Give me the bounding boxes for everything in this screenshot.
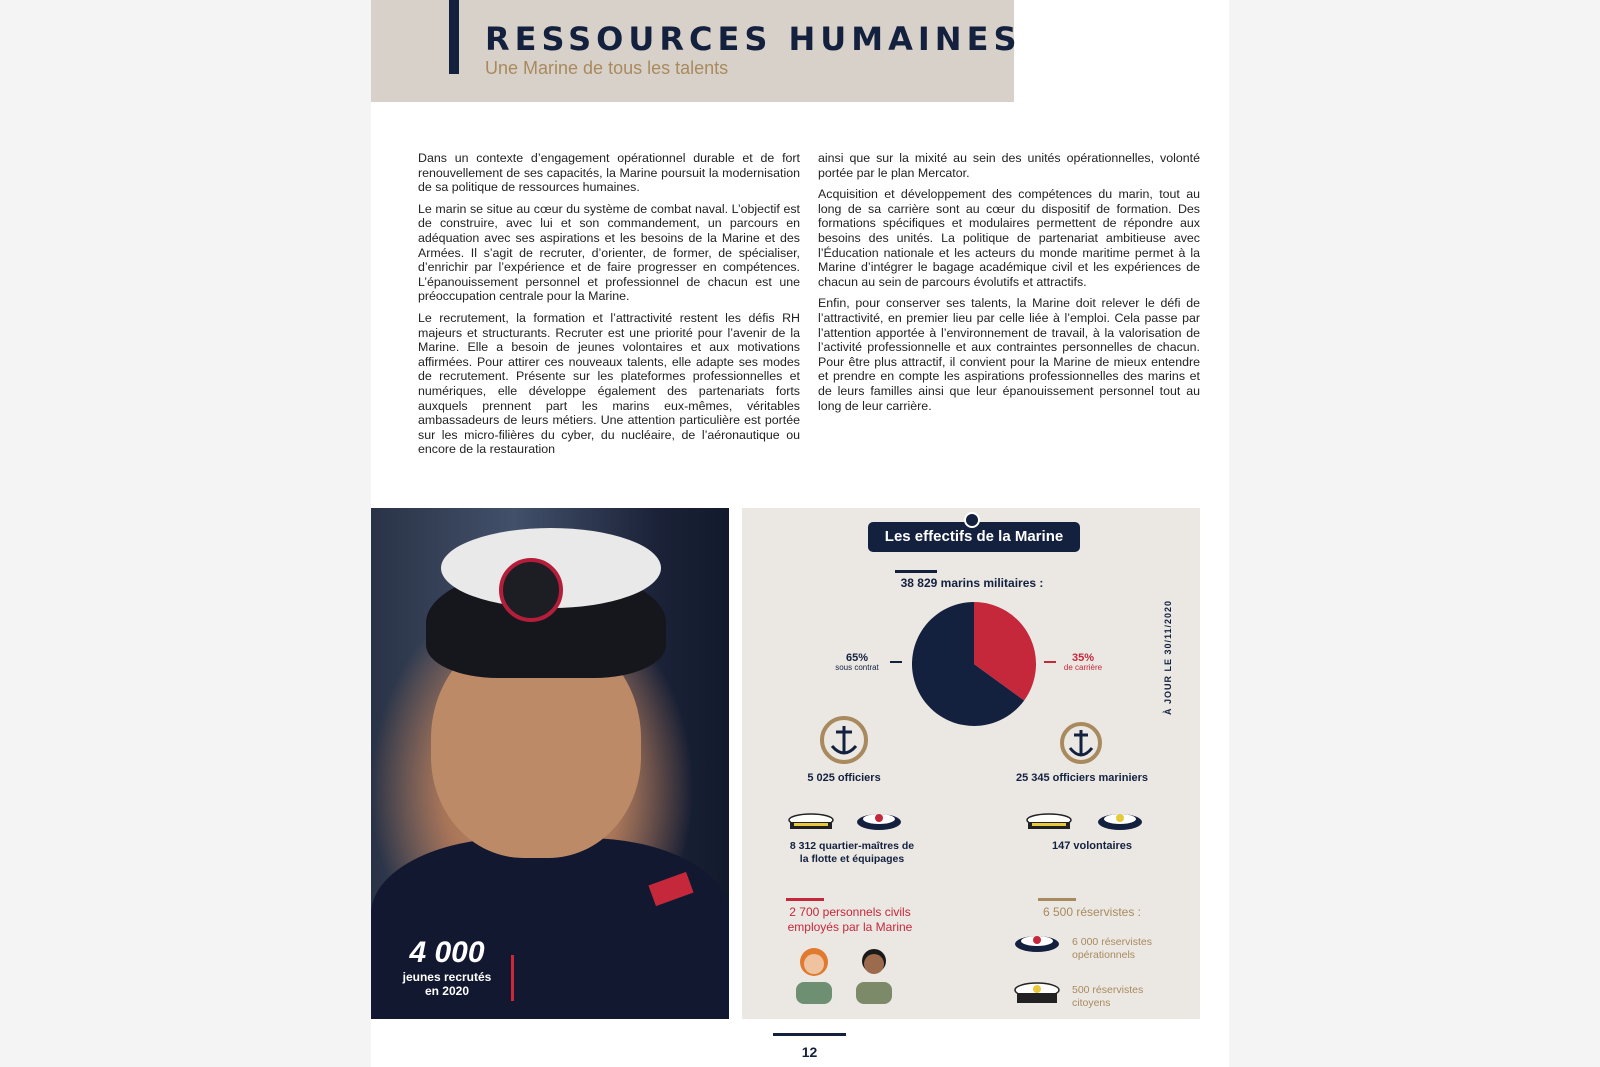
anchor-badge-icon <box>499 558 563 622</box>
recruits-caption-line: en 2020 <box>424 984 470 998</box>
stat-reservistes-cit-line2: citoyens <box>1072 997 1111 1009</box>
stat-officiers: 5 025 officiers <box>807 772 881 784</box>
paragraph: Le marin se situe au cœur du système de combat naval. L’objectif est de construire, avec lui et son commandement, un parcours en adéquation avec ses aspirations et les besoins de la Marine et des Armées. Il s’agit de recruter, d’orienter, de former, de spécialiser, d’enrichir par l’expérience et de faire progresser en compétences. L’épanouissement personnel et professionnel de chacun est une préoccupation centrale pour la Marine. <box>418 201 800 304</box>
recruits-caption <box>371 970 523 998</box>
workforce-infographic <box>742 508 1200 1019</box>
compass-icon <box>964 512 980 528</box>
stat-civils-line1: 2 700 personnels civils <box>789 905 911 919</box>
officer-anchor-wreath-icon <box>816 714 872 768</box>
stat-reservistes-cit-line1: 500 réservistes <box>1072 984 1144 996</box>
header-band <box>371 0 1022 102</box>
red-accent-line <box>511 955 514 1001</box>
stat-reservistes: 6 500 réservistes : <box>1042 905 1142 919</box>
pie-label-left-pct: 65% <box>845 652 869 664</box>
page-title: RESSOURCES HUMAINES <box>485 20 1022 58</box>
navy-cap-icon <box>854 810 904 832</box>
reservist-op-cap-icon <box>1012 932 1062 954</box>
paragraph: Dans un contexte d’engagement opérationnel durable et de fort renouvellement de ses capacités, la Marine poursuit la modernisation de sa politique de ressources humaines. <box>418 151 800 195</box>
stat-officiers-mariniers: 25 345 officiers mariniers <box>1015 772 1149 784</box>
white-cap-icon <box>1024 812 1074 832</box>
stat-quartier-maitres-line2: la flotte et équipages <box>799 853 905 865</box>
divider <box>1038 898 1076 901</box>
paragraph: Acquisition et développement des compétences du marin, tout au long de sa carrière sont au cœur du dispositif de formation. Des formations spécifiques et modulaires permettent de répondre aux besoins des unités. La politique de partenariat ambitieuse avec l’Éducation nationale et les acteurs du monde maritime permet à la Marine d’intégrer le bagage académique civil et les expériences de chacun au sein de parcours évolutifs et attractifs. <box>818 187 1200 289</box>
pie-label-right-pct: 35% <box>1071 652 1095 664</box>
recruits-count: 4 000 <box>409 936 485 969</box>
volunteer-cap-icon <box>1095 810 1145 832</box>
header-accent-bar <box>449 0 459 74</box>
date-note: À JOUR LE 30/11/2020 <box>1163 599 1173 715</box>
paragraph: ainsi que sur la mixité au sein des unités opérationnelles, volonté portée par le plan Mercator. <box>818 151 1200 180</box>
petty-officer-anchor-icon <box>1058 720 1104 766</box>
stat-civils-line2: employés par la Marine <box>787 920 913 934</box>
divider <box>786 898 824 901</box>
divider <box>895 570 937 573</box>
total-label: 38 829 marins militaires : <box>900 576 1044 590</box>
page-subtitle: Une Marine de tous les talents <box>485 58 729 78</box>
paragraph: Le recrutement, la formation et l’attractivité restent les défis RH majeurs et structurants. Recruter est une priorité pour l’avenir de la Marine. Elle a besoin de jeunes volontaires et aux motivations affirmées. Pour attirer ces nouveaux talents, elle adapte ses modes de recrutement. Présente sur les plateformes professionnelles et numériques, elle développe également des partenariats forts auxquels prennent part les marins eux-mêmes, véritables ambassadeurs de leurs métiers. Une attention particulière est portée sur les micro-filières du cyber, du nucléaire, de l’aéronautique ou encore de la restauration <box>418 310 800 457</box>
recruits-caption-line: jeunes recrutés <box>402 970 492 984</box>
civilian-man-icon <box>848 944 900 1004</box>
stat-quartier-maitres-line1: 8 312 quartier-maîtres de <box>789 840 915 852</box>
civilian-woman-icon <box>788 944 840 1004</box>
text-column-right <box>818 151 1200 420</box>
page-number-rule <box>773 1033 846 1036</box>
pie-label-left-text: sous contrat <box>835 663 879 672</box>
stat-reservistes-op-line2: opérationnels <box>1072 949 1136 961</box>
document-page <box>371 0 1229 1067</box>
sailor-photo <box>371 508 729 1019</box>
white-cap-icon <box>786 812 836 832</box>
reservist-cit-cap-icon <box>1012 980 1062 1006</box>
paragraph: Enfin, pour conserver ses talents, la Marine doit relever le défi de l’attractivité, en premier lieu par celle liée à l’emploi. Cela passe par l’attention apportée à l’environnement de travail, à la valorisation de l’activité professionnelle et aux contraintes personnelles de chacun. Pour être plus attractif, il convient pour la Marine de mieux entendre et prendre en compte les aspirations professionnelles des marins et de leurs familles ainsi que leur épanouissement personnel tout au long de leur carrière. <box>818 296 1200 413</box>
pie-label-right-text: de carrière <box>1063 663 1103 672</box>
page-number: 12 <box>801 1044 818 1060</box>
text-column-left <box>418 151 800 464</box>
stat-reservistes-op-line1: 6 000 réservistes <box>1072 936 1152 948</box>
infographic-title: Les effectifs de la Marine <box>868 522 1080 552</box>
pie-chart <box>912 602 1036 726</box>
stat-volontaires: 147 volontaires <box>1051 840 1133 852</box>
